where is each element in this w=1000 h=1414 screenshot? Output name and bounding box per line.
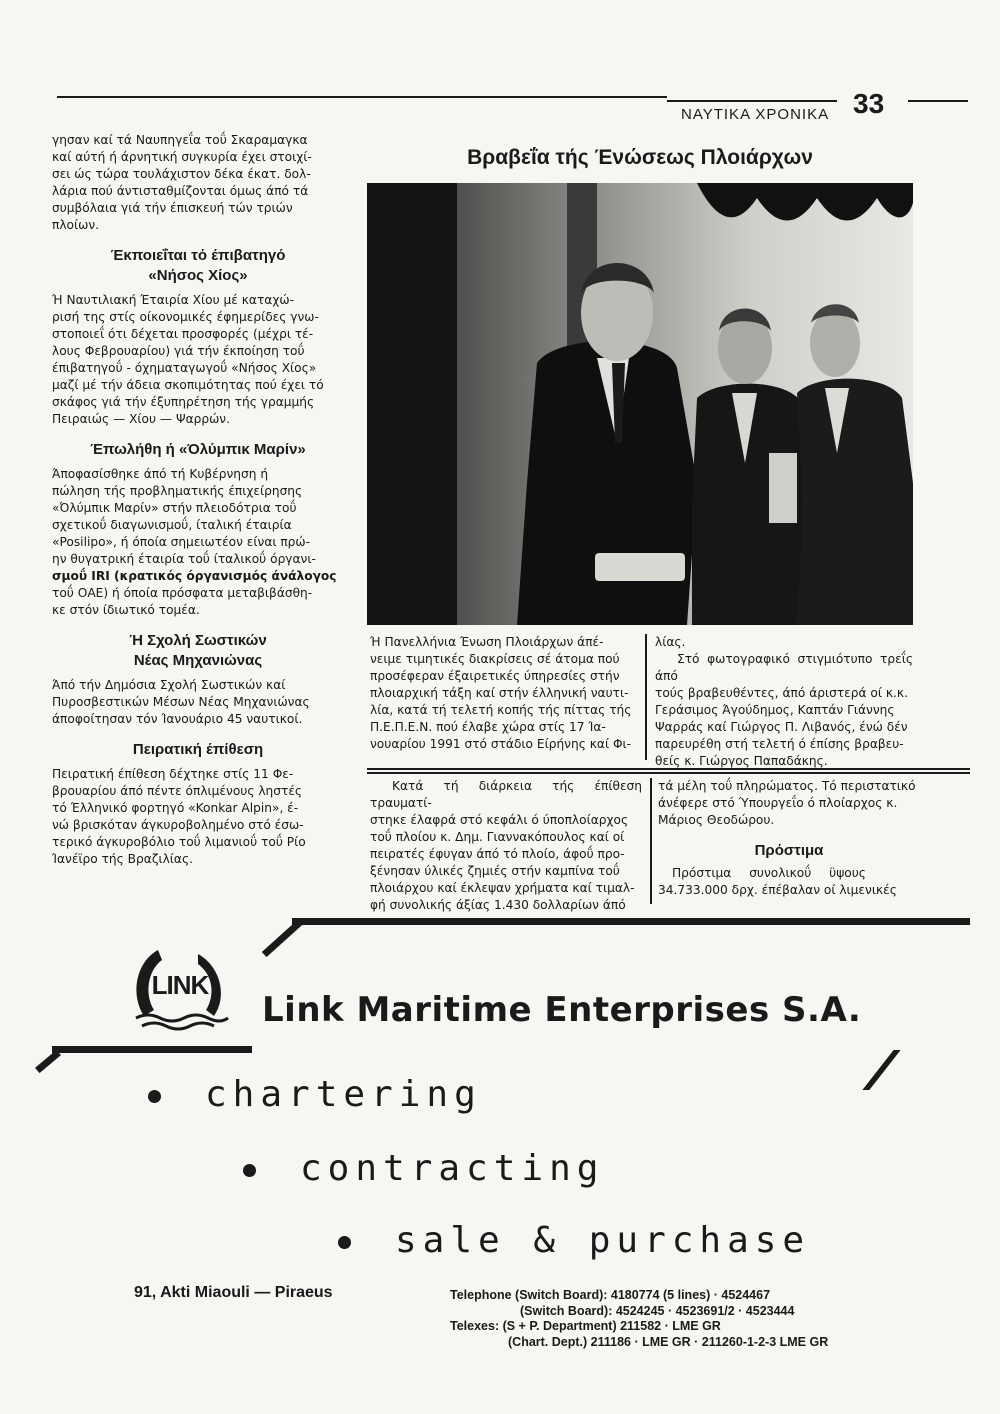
header-rule-mid: [667, 100, 837, 102]
text-line: Στό φωτογραφικό στιγμιότυπο τρεΐς άπό: [655, 652, 913, 683]
text-line: λάρια πού άντισταθμίζονται όμως άπό τά: [52, 184, 309, 198]
text-line: καί αύτή ή άρνητική συγκυρία έχει στοιχί-: [52, 150, 312, 164]
page-number: 33: [853, 88, 885, 119]
section-heading-fines: Πρόστιμα: [754, 842, 824, 859]
text-line: άνέφερε στό Ύπουργεΐο ό πλοίαρχος κ.: [658, 796, 898, 810]
ad-frame-left-diagonal: [35, 1050, 61, 1073]
service-chartering: [148, 1074, 482, 1115]
ad-frame-top: [292, 918, 970, 925]
text-line: νειμε τιμητικές διακρίσεις σέ άτομα πού: [370, 652, 620, 666]
article-olympic-marine: [52, 466, 344, 619]
text-line: «Όλύμπικ Μαρίν» στήν πλειοδότρια τοΰ: [52, 501, 297, 515]
text-line: λίας.: [655, 635, 686, 649]
service-label: chartering: [205, 1074, 482, 1115]
caption-right: [655, 634, 913, 770]
text-line: ξένησαν ύλικές ζημιές στήν καμπίνα τοΰ: [370, 864, 620, 878]
photo-three-men-icon: [367, 183, 913, 625]
contact-line: (Chart. Dept.) 211186 · LME GR · 211260-1-2-3 LME GR: [508, 1334, 829, 1349]
text-line: σχετικοΰ διαγωνισμοΰ, ίταλική έταιρία: [52, 518, 292, 532]
pirate-attack-continued: [370, 778, 642, 914]
text-line: Πειρατική έπίθεση δέχτηκε στίς 11 Φε-: [52, 767, 294, 781]
caption-left: [370, 634, 638, 753]
service-contracting: [243, 1148, 604, 1189]
text-line: σκάφος γιά τήν έξυπηρέτηση τής γραμμής: [52, 395, 315, 409]
ad-frame-diagonal: [262, 920, 302, 957]
service-label: sale & purchase: [395, 1220, 811, 1261]
section-heading-rescue-school: Ή Σχολή Σωστικών: [129, 632, 267, 649]
text-line: πώληση τής προβληματικής έπιχείρησης: [52, 484, 303, 498]
article-rescue-school: [52, 677, 344, 728]
text-line: τά μέλη τοΰ πληρώματος. Τό περιστατικό: [658, 779, 916, 793]
section-heading-rescue-school-2: Νέας Μηχανιώνας: [133, 652, 263, 669]
section-heading-pirate-attack: Πειρατική έπίθεση: [132, 741, 264, 758]
text-line: λία, κατά τή τελετή κοπής τής πίττας τής: [370, 703, 632, 717]
intro-text: [52, 132, 344, 234]
article-nisos-chios: [52, 292, 344, 428]
bullet-icon: [148, 1090, 161, 1103]
contact-line: Telexes: (S + P. Department) 211582 · LME GR: [450, 1319, 721, 1333]
text-line: τούς βραβευθέντες, άπό άριστερά οί κ.κ.: [655, 686, 908, 700]
text-line: βρουαρίου άπό πέντε όπλιμένους ληστές: [52, 784, 303, 798]
text-line: Ή Ναυτιλιακή Έταιρία Χίου μέ καταχώ-: [52, 293, 294, 307]
text-line: άποφοίτησαν τόν Ίανουάριο 45 ναυτικοί.: [52, 712, 303, 726]
text-line: Ή Πανελλήνια Ένωση Πλοιάρχων άπέ-: [370, 635, 604, 649]
section-heading-nisos-chios-2: «Νήσος Χίος»: [148, 267, 248, 284]
text-line: παρευρέθη στή τελετή ό έπίσης βραβευ-: [655, 737, 904, 751]
text-line: νουαρίου 1991 στό στάδιο Είρήνης καί Φι-: [370, 737, 632, 751]
contact-details: [450, 1288, 828, 1350]
text-line: «Posilipo», ή όποία σημειωτέον είναι πρώ-: [52, 535, 311, 549]
section-rule-bottom: [367, 772, 970, 774]
text-line: Ίανέϊρο τής Βραζιλίας.: [52, 852, 193, 866]
text-line: νώ βρισκόταν άγκυροβολημένο στό έσω-: [52, 818, 304, 832]
left-column: [52, 132, 344, 868]
text-line: πλοίων.: [52, 218, 100, 232]
text-line: Πυροσβεστικών Μέσων Νέας Μηχανιώνας: [52, 695, 310, 709]
text-line: τοΰ ΟΑΕ) ή όποία πρόσφατα μεταβιβάσθη-: [52, 586, 313, 600]
text-line: θείς κ. Γιώργος Παπαδάκης.: [655, 754, 828, 768]
header-rule-left: [57, 96, 667, 98]
continuation-column-divider: [650, 778, 652, 904]
text-line: Π.Ε.Π.Ε.Ν. πού έλαβε χώρα στίς 17 Ία-: [370, 720, 606, 734]
company-name: Link Maritime Enterprises S.A.: [262, 990, 862, 1030]
text-line: πλοιάρχου καί έκλεψαν χρήματα καί τιμαλ-: [370, 881, 635, 895]
text-line: πλοιαρχική τάξη καί στήν έλληνική ναυτι-: [370, 686, 629, 700]
service-label: contracting: [300, 1148, 605, 1189]
text-line: τοΰ πλοίου κ. Δημ. Γιαννακόπουλος καί οί: [370, 830, 625, 844]
bullet-icon: [338, 1236, 351, 1249]
text-line: γησαν καί τά Ναυπηγεΐα τοΰ Σκαραμαγκα: [52, 133, 308, 147]
text-line: πειρατές έφυγαν άπό τό πλοίο, άφοΰ προ-: [370, 847, 625, 861]
text-line: στοποιεΐ ότι δέχεται προσφορές (μέχρι τέ-: [52, 327, 314, 341]
text-line: συμβόλαια γιά τήν έπισκευή τών τριών: [52, 201, 293, 215]
section-rule-top: [367, 768, 970, 770]
contact-line: Telephone (Switch Board): 4180774 (5 lines) · 4524467: [450, 1288, 771, 1302]
article-pirate-attack: [52, 766, 344, 868]
contact-line: (Switch Board): 4524245 · 4523691/2 · 4523444: [520, 1303, 795, 1318]
service-sale-purchase: [338, 1220, 810, 1261]
publication-name: ΝΑΥΤΙΚΑ ΧΡΟΝΙΚΑ: [681, 106, 830, 123]
text-line: σει ώς τώρα τουλάχιστον δέκα έκατ. δολ-: [52, 167, 311, 181]
text-line: έπιβατηγοΰ - όχηματαγωγοΰ «Νήσος Χίος»: [52, 361, 317, 375]
text-line: φή συνολικής άξίας 1.430 δολλαρίων άπό: [370, 898, 626, 912]
text-line: Ψαρράς καί Γιώργος Π. Λιβανός, ένώ δέν: [655, 720, 908, 734]
feature-headline: Βραβεΐα τής Ένώσεως Πλοιάρχων: [467, 146, 813, 169]
award-ceremony-photo: [367, 183, 913, 625]
text-line: ρισή της στίς οίκονομικές έφημερίδες γνω-: [52, 310, 319, 324]
company-address: 91, Akti Miaouli — Piraeus: [134, 1284, 333, 1301]
text-line: στηκε έλαφρά στό κεφάλι ό ύποπλοίαρχος: [370, 813, 629, 827]
text-line: σμοΰ IRI (κρατικός όργανισμός άνάλογος: [52, 569, 337, 583]
text-line: Μάριος Θεοδώρου.: [658, 813, 775, 827]
section-heading-nisos-chios: Έκποιεΐται τό έπιβατηγό: [110, 247, 286, 264]
link-logo-text: LINK: [151, 970, 209, 1000]
text-line: Γεράσιμος Άγούδημος, Καπτάν Γιάννης: [655, 703, 895, 717]
text-line: τερικό άγκυροβόλιο τοΰ λιμανιοΰ τοΰ Ρίο: [52, 835, 306, 849]
ad-frame-right-bottom: [862, 1050, 900, 1090]
header-rule-right: [908, 100, 968, 102]
text-line: κε στόν ίδιωτικό τομέα.: [52, 603, 200, 617]
caption-column-divider: [645, 634, 647, 760]
ad-frame-bottom: [52, 1046, 252, 1053]
bullet-icon: [243, 1164, 256, 1177]
section-heading-olympic-marine: Έπωλήθη ή «Όλύμπικ Μαρίν»: [90, 441, 306, 458]
text-line: τό Έλληνικό φορτηγό «Konkar Alpin», έ-: [52, 801, 299, 815]
right-column-continued: [658, 778, 920, 899]
text-line: λους Φεβρουαρίου) γιά τήν έκποίηση τοΰ: [52, 344, 305, 358]
text-line: Άποφασίσθηκε άπό τή Κυβέρνηση ή: [52, 467, 269, 481]
text-line: Άπό τήν Δημόσια Σχολή Σωστικών καί: [52, 678, 286, 692]
text-line: 34.733.000 δρχ. έπέβαλαν οί λιμενικές: [658, 883, 897, 897]
text-line: μαζί μέ τήν άδεια σκοπιμότητας πού έχει τό: [52, 378, 324, 392]
text-line: ην θυγατρική έταιρία τοΰ ίταλικοΰ όργανι-: [52, 552, 316, 566]
text-line: Πειραιώς — Χίου — Ψαρρών.: [52, 412, 230, 426]
text-line: Πρόστιμα συνολικοΰ ϋψους: [672, 866, 866, 880]
text-line: Κατά τή διάρκεια τής έπίθεση τραυματί-: [370, 779, 642, 810]
text-line: προσέφεραν έξαιρετικές ύπηρεσίες στήν: [370, 669, 620, 683]
